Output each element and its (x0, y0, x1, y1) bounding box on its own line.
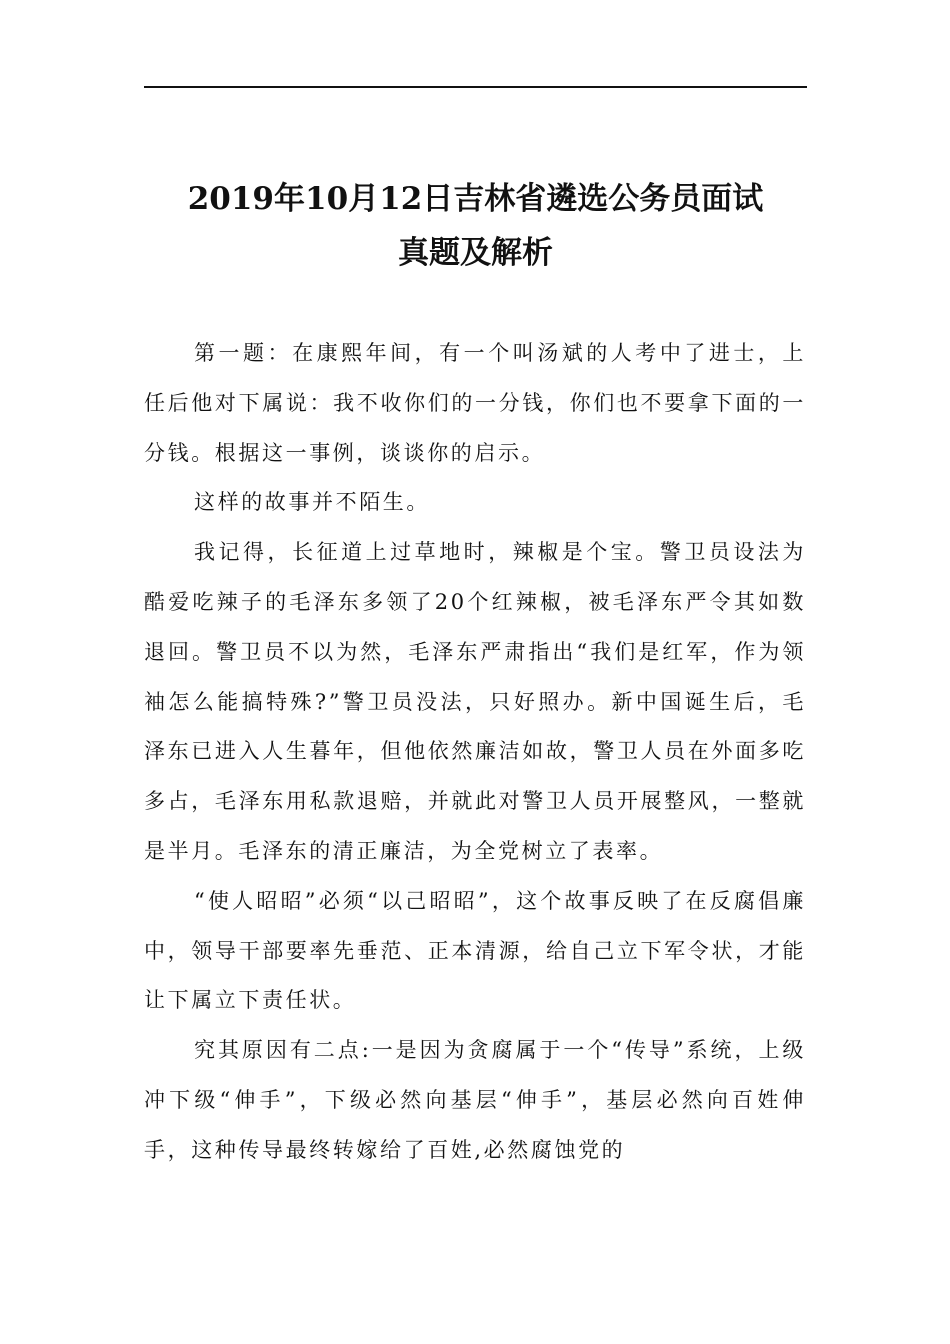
paragraph-analysis: “使人昭昭”必须“以己昭昭”，这个故事反映了在反腐倡廉中，领导干部要率先垂范、正本清源，给自己立下军令状，才能让下属立下责任状。 (144, 888, 806, 1013)
paragraph-intro: 这样的故事并不陌生。 (194, 490, 430, 515)
document-body (144, 329, 806, 1176)
document-title (144, 172, 807, 280)
paragraph-story: 我记得，长征道上过草地时，辣椒是个宝。警卫员设法为酷爱吃辣子的毛泽东多领了20个红辣椒，被毛泽东严令其如数退回。警卫员不以为然，毛泽东严肃指出“我们是红军，作为领袖怎么能搞特殊?”警卫员没法，只好照办。新中国诞生后，毛泽东已进入人生暮年，但他依然廉洁如故，警卫人员在外面多吃多占，毛泽东用私款退赔，并就此对警卫人员开展整风，一整就是半月。毛泽东的清正廉洁，为全党树立了表率。 (144, 540, 806, 863)
title-line-1: 2019年10月12日吉林省遴选公务员面试 (187, 181, 764, 217)
title-line-2: 真题及解析 (398, 235, 553, 271)
paragraph-reasons: 究其原因有二点:一是因为贪腐属于一个“传导”系统，上级冲下级“伸手”，下级必然向基层“伸手”，基层必然向百姓伸手，这种传导最终转嫁给了百姓,必然腐蚀党的 (144, 1038, 806, 1162)
header-rule (144, 86, 807, 88)
paragraph-question: 第一题：在康熙年间，有一个叫汤斌的人考中了进士，上任后他对下属说：我不收你们的一分钱，你们也不要拿下面的一分钱。根据这一事例，谈谈你的启示。 (144, 341, 806, 465)
